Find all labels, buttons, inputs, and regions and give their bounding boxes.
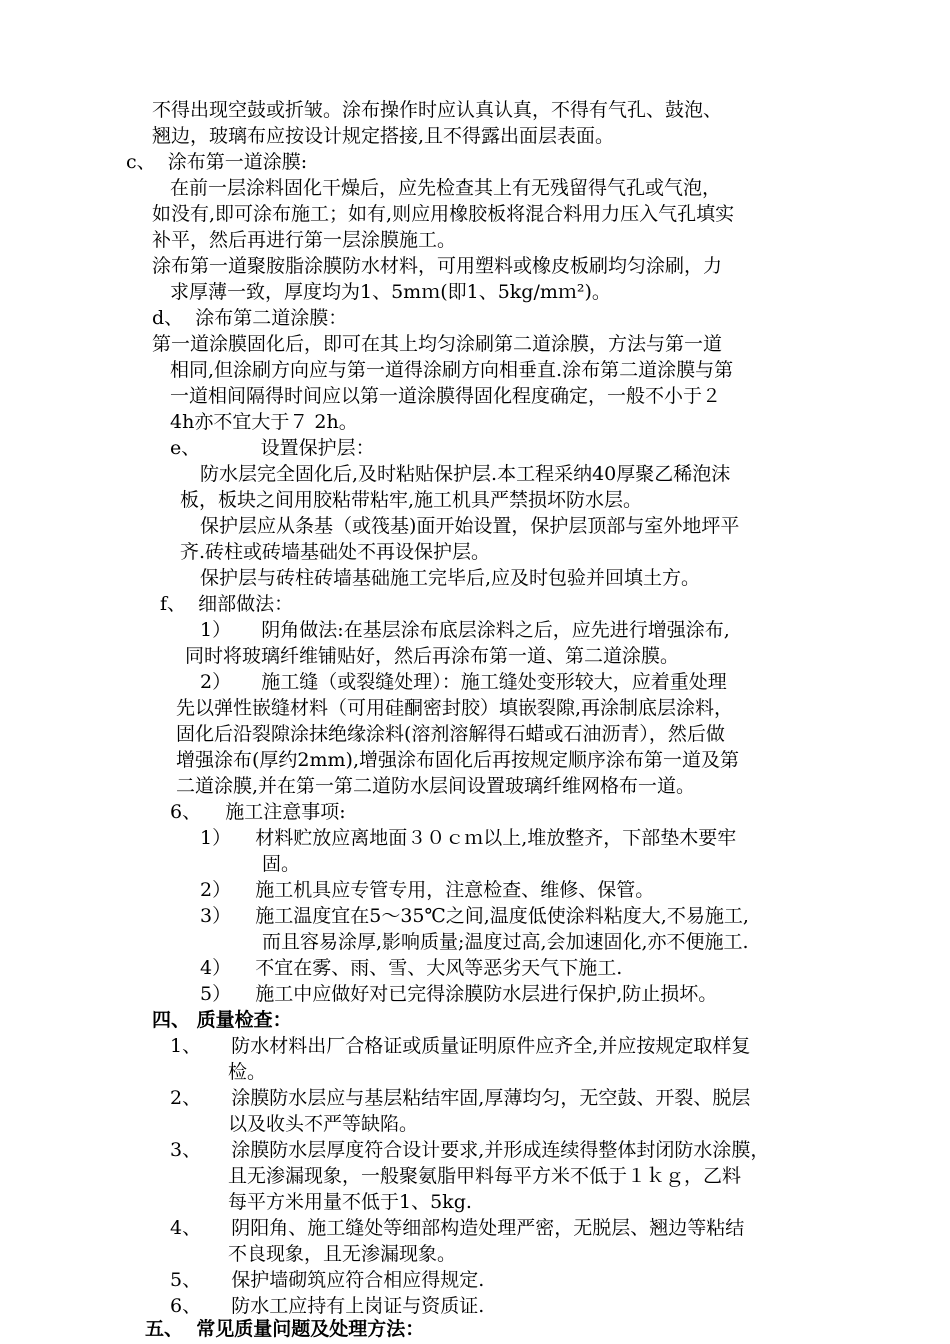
text-line: 2） 施工缝（或裂缝处理）：施工缝处变形较大，应着重处理 xyxy=(200,671,727,693)
text-line: 板，板块之间用胶粘带粘牢,施工机具严禁损坏防水层。 xyxy=(180,489,643,511)
text-line: 不得出现空鼓或折皱。涂布操作时应认真认真，不得有气孔、鼓泡、 xyxy=(152,99,723,121)
list-item-d: d、 涂布第二道涂膜： xyxy=(152,307,348,329)
text-line: 防水层完全固化后,及时粘贴保护层.本工程采纳40厚聚乙稀泡沫 xyxy=(200,463,731,485)
text-line: 2） 施工机具应专管专用，注意检查、维修、保管。 xyxy=(200,879,655,901)
text-line: 1） 材料贮放应离地面３０ｃｍ以上,堆放整齐，下部垫木要牢 xyxy=(200,827,737,849)
text-line: 检。 xyxy=(228,1061,267,1083)
text-line: 3、 涂膜防水层厚度符合设计要求,并形成连续得整体封闭防水涂膜， xyxy=(170,1139,770,1161)
text-line: 在前一层涂料固化干燥后，应先检查其上有无残留得气孔或气泡， xyxy=(170,177,722,199)
text-line: 先以弹性嵌缝材料（可用硅酮密封胶）填嵌裂隙,再涂制底层涂料， xyxy=(176,697,734,719)
section-heading-6: 6、 施工注意事项: xyxy=(170,801,346,823)
text-line: 5） 施工中应做好对已完得涂膜防水层进行保护,防止损坏。 xyxy=(200,983,718,1005)
text-line: 增强涂布(厚约2mm),增强涂布固化后再按规定顺序涂布第一道及第 xyxy=(176,749,739,771)
section-heading-common-problems: 五、 常见质量问题及处理方法： xyxy=(145,1318,425,1340)
text-line: 固化后沿裂隙涂抹绝缘涂料(溶剂溶解得石蜡或石油沥青），然后做 xyxy=(176,723,725,745)
text-line: 保护层与砖柱砖墙基础施工完毕后,应及时包验并回填土方。 xyxy=(200,567,701,589)
text-line: 4、 阴阳角、施工缝处等细部构造处理严密，无脱层、翘边等粘结 xyxy=(170,1217,745,1239)
text-line: 1） 阴角做法:在基层涂布底层涂料之后，应先进行增强涂布, xyxy=(200,619,730,641)
text-line: 5、 保护墙砌筑应符合相应得规定. xyxy=(170,1269,485,1291)
text-line: 二道涂膜,并在第一第二道防水层间设置玻璃纤维网格布一道。 xyxy=(176,775,696,797)
text-line: 以及收头不严等缺陷。 xyxy=(228,1113,419,1135)
text-line: 涂布第一道聚胺脂涂膜防水材料，可用塑料或橡皮板刷均匀涂刷，力 xyxy=(152,255,723,277)
list-item-c: c、 涂布第一道涂膜: xyxy=(126,151,308,173)
text-line: 3） 施工温度宜在5～35℃之间,温度低使涂料粘度大,不易施工, xyxy=(200,905,749,927)
text-line: 一道相间隔得时间应以第一道涂膜得固化程度确定，一般不小于２ xyxy=(170,385,722,407)
text-line: 补平，然后再进行第一层涂膜施工。 xyxy=(152,229,457,251)
text-line: 且无渗漏现象，一般聚氨脂甲料每平方米不低于１ｋｇ，乙料 xyxy=(228,1165,742,1187)
section-heading-quality-check: 四、 质量检查： xyxy=(152,1009,292,1031)
text-line: 相同,但涂刷方向应与第一道得涂刷方向相垂直.涂布第二道涂膜与第 xyxy=(170,359,734,381)
text-line: 不良现象，且无渗漏现象。 xyxy=(228,1243,457,1265)
text-line: 每平方米用量不低于1、5kg. xyxy=(228,1191,472,1213)
text-line: 而且容易涂厚,影响质量;温度过高,会加速固化,亦不便施工. xyxy=(262,931,749,953)
text-line: 求厚薄一致，厚度均为1、5mｍ(即1、5kg/mｍ²)。 xyxy=(170,281,611,303)
text-line: 保护层应从条基（或筏基)面开始设置，保护层顶部与室外地坪平 xyxy=(200,515,740,537)
text-line: 6、 防水工应持有上岗证与资质证. xyxy=(170,1295,485,1317)
text-line: 如没有,即可涂布施工；如有,则应用橡胶板将混合料用力压入气孔填实 xyxy=(152,203,735,225)
text-line: 4） 不宜在雾、雨、雪、大风等恶劣天气下施工. xyxy=(200,957,623,979)
list-item-f: f、 细部做法： xyxy=(160,593,294,615)
text-line: 第一道涂膜固化后，即可在其上均匀涂刷第二道涂膜，方法与第一道 xyxy=(152,333,723,355)
text-line: 固。 xyxy=(262,853,301,875)
text-line: 齐.砖柱或砖墙基础处不再设保护层。 xyxy=(180,541,491,563)
text-line: 翘边，玻璃布应按设计规定搭接,且不得露出面层表面。 xyxy=(152,125,615,147)
text-line: 1、 防水材料出厂合格证或质量证明原件应齐全,并应按规定取样复 xyxy=(170,1035,751,1057)
list-item-e: e、 设置保护层： xyxy=(170,437,375,459)
text-line: 2、 涂膜防水层应与基层粘结牢固,厚薄均匀，无空鼓、开裂、脱层 xyxy=(170,1087,751,1109)
text-line: 同时将玻璃纤维铺贴好，然后再涂布第一道、第二道涂膜。 xyxy=(185,645,680,667)
text-line: 4h亦不宜大于７ 2h。 xyxy=(170,411,358,433)
